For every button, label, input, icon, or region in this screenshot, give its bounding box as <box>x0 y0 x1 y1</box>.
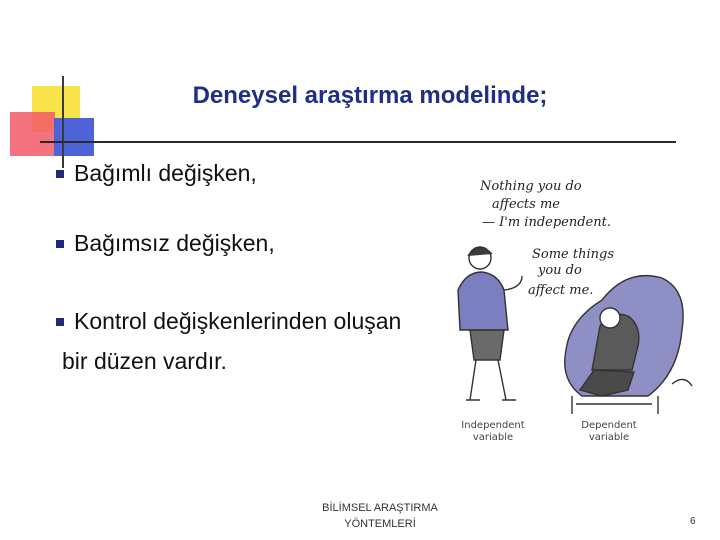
bullet-independent: Bağımsız değişken, <box>74 230 275 256</box>
bullet-marker <box>56 240 64 248</box>
bullet-marker <box>56 318 64 326</box>
footer-course-title: BİLİMSEL ARAŞTIRMA YÖNTEMLERİ <box>322 502 438 530</box>
title-underline <box>40 141 676 143</box>
slide-title: Deneysel araştırma modelinde; <box>192 82 548 109</box>
bullet-dependent: Bağımlı değişken, <box>74 160 257 186</box>
page-number: 6 <box>690 516 696 527</box>
bullet-control-line1: Kontrol değişkenlerinden oluşan <box>74 308 402 334</box>
speech-some-line3: affect me. <box>528 283 594 298</box>
speech-some-line2: you do <box>538 263 582 278</box>
caption-independent: Independent variable <box>461 420 525 443</box>
speech-nothing-line2: affects me <box>492 197 560 212</box>
caption-dependent: Dependent variable <box>581 420 637 443</box>
speech-some-line1: Some things <box>532 247 615 262</box>
speech-nothing-line1: Nothing you do <box>480 179 582 194</box>
decor-red-square <box>10 112 55 156</box>
independent-figure <box>458 247 522 400</box>
decor-blue-square <box>54 118 94 156</box>
decor-vertical-line <box>62 76 64 168</box>
bullet-control-line2: bir düzen vardır. <box>62 348 227 374</box>
bullet-marker <box>56 170 64 178</box>
speech-nothing-line3: — I'm independent. <box>482 215 611 230</box>
cartoon-illustration <box>452 160 702 440</box>
